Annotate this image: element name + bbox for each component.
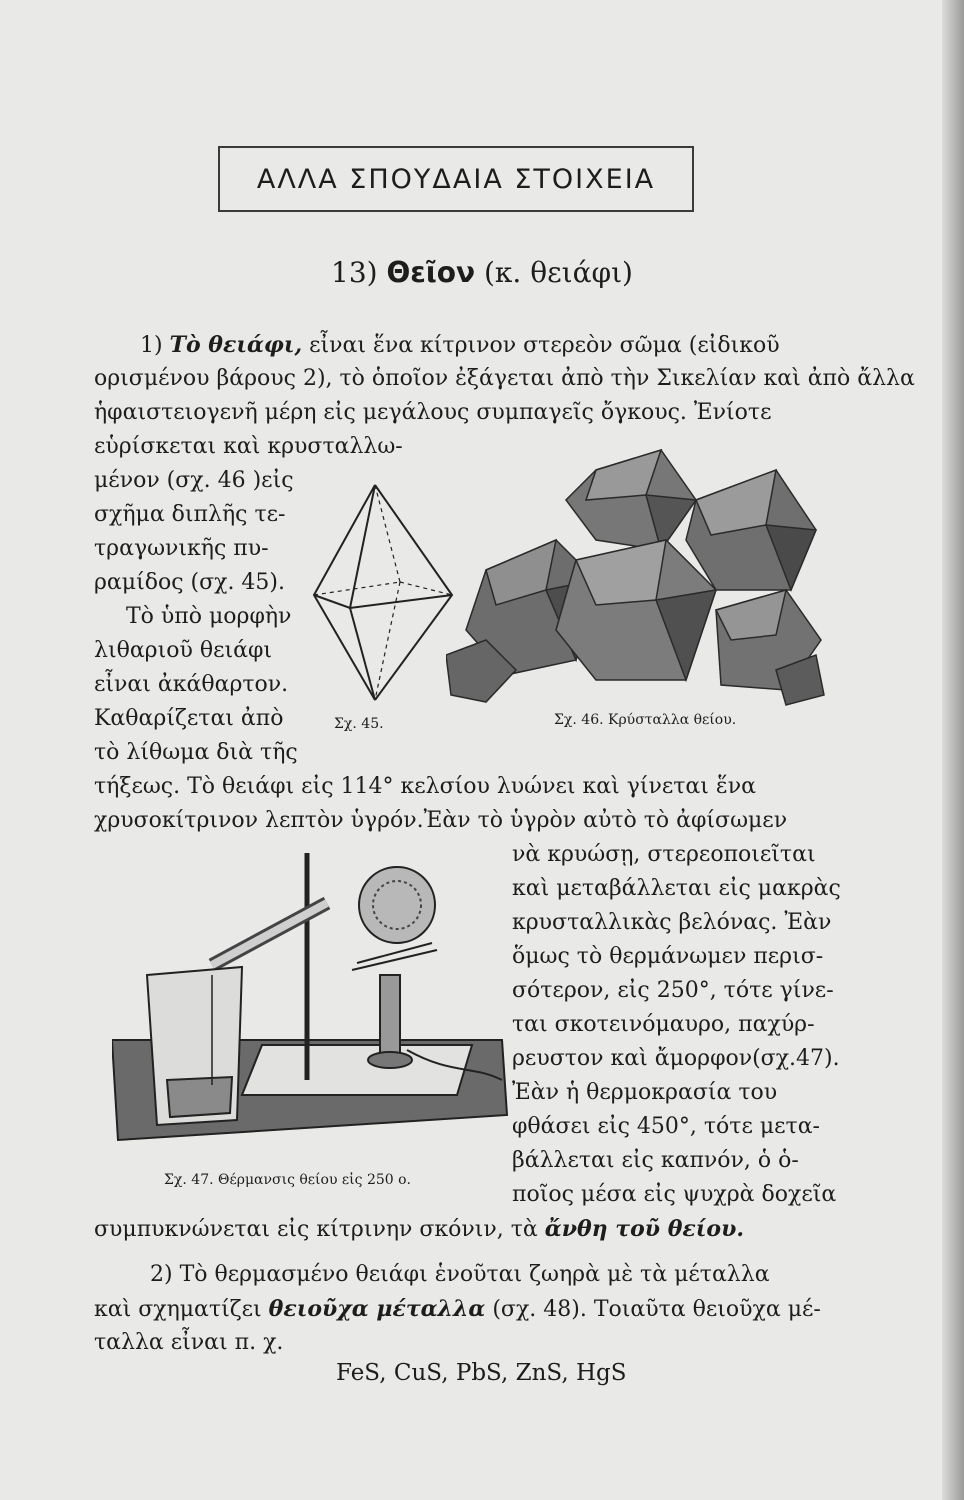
figure-45-caption: Σχ. 45. — [334, 716, 384, 732]
p1-line: χρυσοκίτρινον λεπτὸν ὑγρόν.Ἐὰν τὸ ὑγρὸν αὐτὸ τὸ ἀφίσωμεν — [94, 808, 788, 833]
p1-line: τήξεως. Τὸ θειάφι εἰς 114° κελσίου λυώνει καὶ γίνεται ἕνα — [94, 774, 756, 799]
figure-47-apparatus — [112, 845, 512, 1150]
p1-line: ὅμως τὸ θερμάνωμεν περισ- — [512, 944, 824, 969]
p1-line: βάλλεται εἰς καπνόν, ὁ ὁ- — [512, 1148, 799, 1173]
p2-line: καὶ σχηματίζει θειοῦχα μέταλλα (σχ. 48). Τοιαῦτα θειοῦχα μέ- — [94, 1296, 821, 1322]
p1-line: μένον (σχ. 46 )εἰς — [94, 468, 294, 493]
p1-line: εὑρίσκεται καὶ κρυσταλλω- — [94, 434, 403, 459]
p2-line: ταλλα εἶναι π. χ. — [94, 1330, 284, 1355]
p1-line: ται σκοτεινόμαυρο, παχύρ- — [512, 1012, 815, 1037]
p1-line: ρευστον καὶ ἄμορφον(σχ.47). — [512, 1046, 840, 1071]
title-number: 13) — [331, 256, 378, 289]
p1-term-flowers: ἄνθη τοῦ θείου. — [544, 1216, 744, 1242]
p1-line: ἡφαιστειογενῆ μέρη εἰς μεγάλους συμπαγεῖς ὄγκους. Ἐνίοτε — [94, 400, 772, 425]
p1-line: Καθαρίζεται ἀπὸ — [94, 706, 284, 731]
p1-line: Τὸ ὑπὸ μορφὴν — [126, 604, 292, 629]
figure-46-caption: Σχ. 46. Κρύσταλλα θείου. — [554, 712, 737, 728]
p1-line: σχῆμα διπλῆς τε- — [94, 502, 286, 527]
sulfide-formulas: FeS, CuS, PbS, ZnS, HgS — [336, 1360, 627, 1386]
p1-line: καὶ μεταβάλλεται εἰς μακρὰς — [512, 876, 841, 901]
title-element: Θεῖον — [386, 256, 476, 289]
p1-line: τὸ λίθωμα διὰ τῆς — [94, 740, 298, 765]
p1-line: σότερον, εἰς 250°, τότε γίνε- — [512, 978, 834, 1003]
p1-line-last: συμπυκνώνεται εἰς κίτρινην σκόνιν, τὰ ἄνθη τοῦ θείου. — [94, 1216, 744, 1242]
p2-line: 2) Τὸ θερμασμένο θειάφι ἑνοῦται ζωηρὰ μὲ τὰ μέταλλα — [150, 1262, 770, 1287]
p1-line: τραγωνικῆς πυ- — [94, 536, 269, 561]
figure-45-pyramid — [300, 480, 470, 710]
p1-line: φθάσει εἰς 450°, τότε μετα- — [512, 1114, 820, 1139]
p1-line-first: 1) Τὸ θειάφι, εἶναι ἕνα κίτρινον στερεὸν σῶμα (εἰδικοῦ — [140, 332, 780, 358]
p1-term-bold: Τὸ θειάφι, — [169, 332, 303, 358]
p1-line: ορισμένου βάρους 2), τὸ ὁποῖον ἐξάγεται ἀπὸ τὴν Σικελίαν καὶ ἀπὸ ἄλλα — [94, 366, 915, 391]
title-common-name: (κ. θειάφι) — [484, 256, 633, 289]
section-header-text: ΑΛΛΑ ΣΠΟΥΔΑΙΑ ΣΤΟΙΧΕΙΑ — [256, 163, 656, 195]
figure-47-caption: Σχ. 47. Θέρμανσις θείου εἰς 250 ο. — [164, 1172, 412, 1188]
p1-line: λιθαριοῦ θειάφι — [94, 638, 272, 663]
p1-line: ραμίδος (σχ. 45). — [94, 570, 286, 595]
p1-line: νὰ κρυώσῃ, στερεοποιεῖται — [512, 842, 816, 867]
figure-46-crystals — [446, 440, 826, 710]
p1-line: ποῖος μέσα εἰς ψυχρὰ δοχεῖα — [512, 1182, 837, 1207]
p1-line: εἶναι ἀκάθαρτον. — [94, 672, 289, 697]
p1-line: κρυσταλλικὰς βελόνας. Ἐὰν — [512, 910, 832, 935]
section-header — [218, 146, 694, 212]
page-edge-shadow — [942, 0, 964, 1500]
p2-term-sulfides: θειοῦχα μέταλλα — [268, 1296, 486, 1322]
element-title — [0, 256, 964, 289]
p1-line: Ἐὰν ἡ θερμοκρασία του — [512, 1080, 778, 1105]
